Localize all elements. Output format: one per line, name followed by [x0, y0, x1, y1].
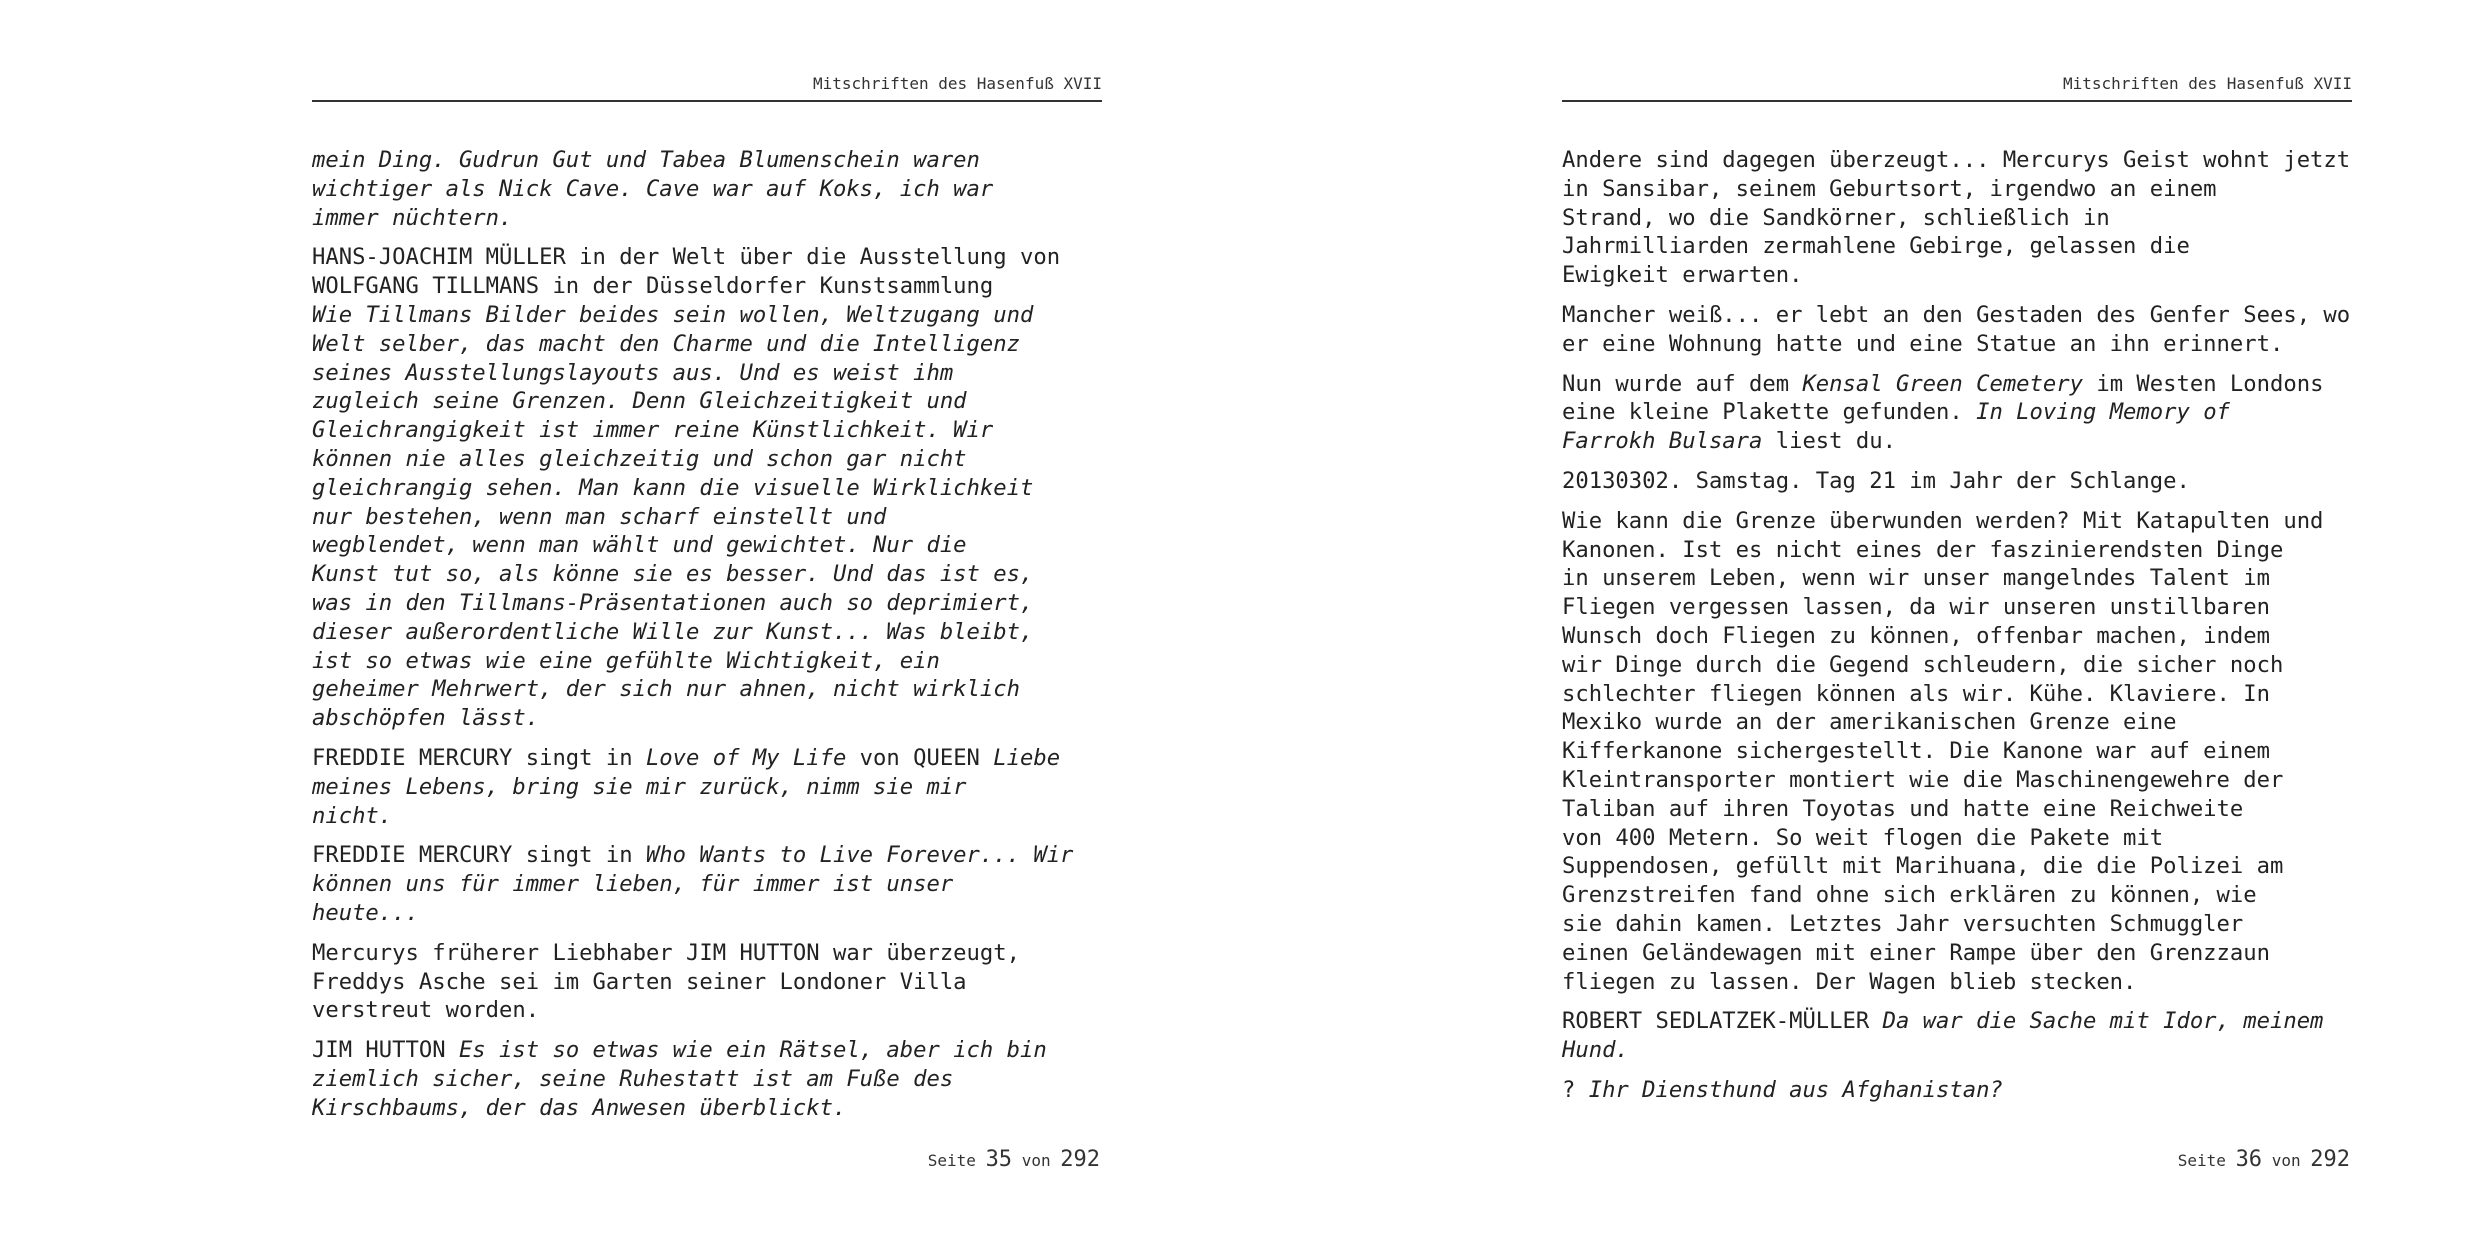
italic-run: gleichrangig sehen. Man kann die visuelle Wirklichkeit	[312, 474, 1034, 501]
text-run: WOLFGANG TILLMANS in der Düsseldorfer Kunstsammlung	[312, 273, 994, 300]
text-run: in unserem Leben, wenn wir unser mangelndes Talent im	[1562, 565, 2270, 592]
text-line	[1562, 232, 2352, 261]
text-line	[1562, 881, 2352, 910]
italic-run: immer nüchtern.	[312, 204, 513, 231]
text-run: Kleintransporter montiert wie die Maschinengewehre der	[1562, 766, 2284, 793]
text-line	[312, 175, 1102, 204]
folio-separator: von	[2271, 1151, 2301, 1170]
text-run: Mercurys früherer Liebhaber JIM HUTTON war überzeugt,	[312, 939, 1020, 966]
text-run: FREDDIE MERCURY singt in	[312, 744, 646, 771]
running-head: Mitschriften des Hasenfuß XVII	[312, 74, 1102, 102]
text-line	[1562, 680, 2352, 709]
paragraph	[1562, 1007, 2352, 1065]
text-run: ?	[1562, 1076, 1589, 1103]
italic-run: Love of My Life	[645, 744, 847, 771]
page-number	[928, 1148, 1100, 1173]
text-line	[312, 744, 1102, 773]
text-line	[312, 618, 1102, 647]
text-line	[1562, 370, 2352, 399]
text-line	[1562, 852, 2352, 881]
italic-run: können nie alles gleichzeitig und schon gar nicht	[312, 445, 967, 472]
text-run: Andere sind dagegen überzeugt... Mercurys Geist wohnt jetzt	[1562, 147, 2351, 173]
italic-run: Gleichrangigkeit ist immer reine Künstlichkeit. Wir	[312, 417, 994, 444]
text-line	[312, 416, 1102, 445]
folio-prefix: Seite	[2177, 1151, 2226, 1170]
italic-run: was in den Tillmans-Präsentationen auch so deprimiert,	[312, 589, 1034, 616]
paragraph	[1562, 146, 2352, 290]
paragraph	[312, 146, 1102, 232]
text-line	[312, 272, 1102, 301]
text-line	[312, 1094, 1102, 1123]
italic-run: Da war die Sache mit Idor, meinem	[1882, 1008, 2324, 1035]
text-run: wir Dinge durch die Gegend schleudern, die sicher noch	[1562, 651, 2284, 678]
italic-run: heute...	[312, 899, 419, 926]
text-run: er eine Wohnung hatte und eine Statue an ihn erinnert.	[1562, 330, 2284, 357]
text-line	[1562, 564, 2352, 593]
text-line	[1562, 146, 2352, 175]
text-line	[1562, 536, 2352, 565]
text-line	[1562, 737, 2352, 766]
italic-run: dieser außerordentliche Wille zur Kunst... Was bleibt,	[312, 618, 1034, 645]
italic-run: meines Lebens, bring sie mir zurück, nimm sie mir	[312, 773, 967, 800]
text-run: Kifferkanone sichergestellt. Die Kanone war auf einem	[1562, 738, 2270, 765]
paragraph	[1562, 301, 2352, 359]
italic-run: ist so etwas wie eine gefühlte Wichtigkeit, ein	[312, 647, 940, 674]
italic-run: nicht.	[312, 802, 393, 829]
paragraph	[1562, 1076, 2352, 1105]
text-line	[1562, 824, 2352, 853]
text-run: liest du.	[1762, 428, 1896, 455]
text-line	[312, 387, 1102, 416]
text-run: Fliegen vergessen lassen, da wir unseren unstillbaren	[1562, 594, 2270, 621]
text-run: Strand, wo die Sandkörner, schließlich in	[1562, 204, 2110, 231]
text-line	[312, 773, 1102, 802]
paragraph	[1562, 507, 2352, 997]
text-line	[312, 243, 1102, 272]
text-line	[312, 968, 1102, 997]
text-line	[1562, 175, 2352, 204]
text-line	[1562, 1076, 2352, 1105]
paragraph	[1562, 467, 2352, 496]
text-line	[312, 704, 1102, 733]
text-line	[312, 359, 1102, 388]
page-body	[312, 146, 1102, 1134]
text-line	[1562, 795, 2352, 824]
text-run: von 400 Metern. So weit flogen die Pakete mit	[1562, 824, 2164, 851]
italic-run: Hund.	[1562, 1037, 1629, 1064]
text-line	[1562, 766, 2352, 795]
text-run: Ewigkeit erwarten.	[1562, 262, 1803, 289]
folio-number: 35	[985, 1147, 1013, 1172]
text-line	[1562, 427, 2352, 456]
text-line	[312, 996, 1102, 1025]
page-number	[2178, 1148, 2350, 1173]
text-line	[1562, 330, 2352, 359]
text-run: Nun wurde auf dem	[1562, 370, 1803, 397]
text-line	[312, 589, 1102, 618]
text-line	[1562, 939, 2352, 968]
italic-run: Farrokh Bulsara	[1562, 428, 1763, 455]
text-run: verstreut worden.	[312, 997, 540, 1024]
text-run: FREDDIE MERCURY singt in	[312, 842, 646, 869]
text-run: Grenzstreifen fand ohne sich erklären zu können, wie	[1562, 882, 2257, 909]
folio-total: 292	[1060, 1147, 1100, 1172]
text-run: Mancher weiß... er lebt an den Gestaden des Genfer Sees, wo	[1562, 301, 2351, 328]
text-line	[1562, 467, 2352, 496]
text-run: ROBERT SEDLATZEK-MÜLLER	[1562, 1008, 1883, 1035]
italic-run: Kensal Green Cemetery	[1802, 370, 2083, 397]
paragraph	[312, 243, 1102, 733]
text-run: JIM HUTTON	[312, 1037, 459, 1064]
folio-total: 292	[2310, 1147, 2350, 1172]
text-run: sie dahin kamen. Letztes Jahr versuchten Schmuggler	[1562, 910, 2244, 937]
text-line	[312, 445, 1102, 474]
text-run: Kanonen. Ist es nicht eines der faszinierendsten Dinge	[1562, 536, 2284, 563]
text-line	[312, 802, 1102, 831]
text-line	[1562, 301, 2352, 330]
italic-run: ziemlich sicher, seine Ruhestatt ist am Fuße des	[312, 1065, 954, 1092]
italic-run: geheimer Mehrwert, der sich nur ahnen, nicht wirklich	[312, 676, 1020, 703]
folio-prefix: Seite	[927, 1151, 976, 1170]
text-run: Mexiko wurde an der amerikanischen Grenze eine	[1562, 709, 2177, 736]
text-line	[312, 675, 1102, 704]
text-line	[1562, 622, 2352, 651]
italic-run: Kirschbaums, der das Anwesen überblickt.	[312, 1094, 847, 1121]
text-line	[1562, 708, 2352, 737]
text-run: einen Geländewagen mit einer Rampe über den Grenzzaun	[1562, 939, 2270, 966]
italic-run: Kunst tut so, als könne sie es besser. Und das ist es,	[312, 561, 1034, 588]
left-page	[312, 0, 1102, 1240]
text-line	[1562, 261, 2352, 290]
text-line	[312, 870, 1102, 899]
folio-separator: von	[1021, 1151, 1051, 1170]
text-line	[312, 531, 1102, 560]
italic-run: Liebe	[993, 744, 1061, 771]
italic-run: In Loving Memory of	[1976, 399, 2230, 426]
paragraph	[1562, 370, 2352, 456]
text-line	[312, 503, 1102, 532]
paragraph	[312, 841, 1102, 927]
text-run: in Sansibar, seinem Geburtsort, irgendwo an einem	[1562, 175, 2217, 202]
italic-run: nur bestehen, wenn man scharf einstellt und	[312, 503, 887, 530]
text-line	[312, 204, 1102, 233]
text-line	[1562, 651, 2352, 680]
text-line	[312, 146, 1102, 175]
text-run: Freddys Asche sei im Garten seiner Londoner Villa	[312, 968, 967, 995]
text-line	[1562, 593, 2352, 622]
italic-run: Who Wants to Live Forever... Wir	[645, 842, 1074, 869]
text-line	[312, 1065, 1102, 1094]
italic-run: wegblendet, wenn man wählt und gewichtet. Nur die	[312, 532, 967, 559]
text-line	[1562, 507, 2352, 536]
text-run: Suppendosen, gefüllt mit Marihuana, die die Polizei am	[1562, 853, 2284, 880]
text-line	[1562, 1007, 2352, 1036]
text-line	[312, 647, 1102, 676]
text-run: schlechter fliegen können als wir. Kühe. Klaviere. In	[1562, 680, 2270, 707]
italic-run: wichtiger als Nick Cave. Cave war auf Koks, ich war	[312, 175, 994, 202]
italic-run: seines Ausstellungslayouts aus. Und es weist ihm	[312, 359, 954, 386]
running-head: Mitschriften des Hasenfuß XVII	[1562, 74, 2352, 102]
text-line	[1562, 1036, 2352, 1065]
paragraph	[312, 939, 1102, 1025]
italic-run: Wie Tillmans Bilder beides sein wollen, Weltzugang und	[312, 301, 1034, 328]
text-run: 20130302. Samstag. Tag 21 im Jahr der Schlange.	[1562, 467, 2190, 494]
text-run: Wunsch doch Fliegen zu können, offenbar machen, indem	[1562, 622, 2270, 649]
italic-run: können uns für immer lieben, für immer ist unser	[312, 871, 954, 898]
text-run: fliegen zu lassen. Der Wagen blieb stecken.	[1562, 968, 2137, 995]
italic-run: mein Ding. Gudrun Gut und Tabea Blumenschein waren	[312, 147, 980, 173]
text-run: Jahrmilliarden zermahlene Gebirge, gelassen die	[1562, 233, 2190, 260]
text-run: Wie kann die Grenze überwunden werden? Mit Katapulten und	[1562, 507, 2324, 534]
text-run: von QUEEN	[846, 744, 994, 771]
text-run: im Westen Londons	[2082, 370, 2324, 397]
text-run: HANS-JOACHIM MÜLLER in der Welt über die Ausstellung von	[312, 244, 1061, 271]
folio-number: 36	[2235, 1147, 2263, 1172]
text-line	[312, 474, 1102, 503]
text-line	[312, 841, 1102, 870]
text-line	[1562, 910, 2352, 939]
text-run: Taliban auf ihren Toyotas und hatte eine Reichweite	[1562, 795, 2244, 822]
right-page	[1562, 0, 2352, 1240]
paragraph	[312, 744, 1102, 830]
text-line	[312, 301, 1102, 330]
text-line	[312, 560, 1102, 589]
text-line	[312, 939, 1102, 968]
text-line	[1562, 968, 2352, 997]
text-line	[1562, 398, 2352, 427]
text-line	[312, 330, 1102, 359]
text-line	[312, 899, 1102, 928]
italic-run: Ihr Diensthund aus Afghanistan?	[1588, 1076, 2003, 1103]
italic-run: Welt selber, das macht den Charme und die Intelligenz	[312, 330, 1020, 357]
italic-run: Es ist so etwas wie ein Rätsel, aber ich bin	[458, 1037, 1047, 1064]
page-body	[1562, 146, 2352, 1116]
text-line	[1562, 204, 2352, 233]
text-run: eine kleine Plakette gefunden.	[1562, 399, 1977, 426]
italic-run: zugleich seine Grenzen. Denn Gleichzeitigkeit und	[312, 388, 967, 415]
paragraph	[312, 1036, 1102, 1122]
text-line	[312, 1036, 1102, 1065]
italic-run: abschöpfen lässt.	[312, 705, 540, 732]
